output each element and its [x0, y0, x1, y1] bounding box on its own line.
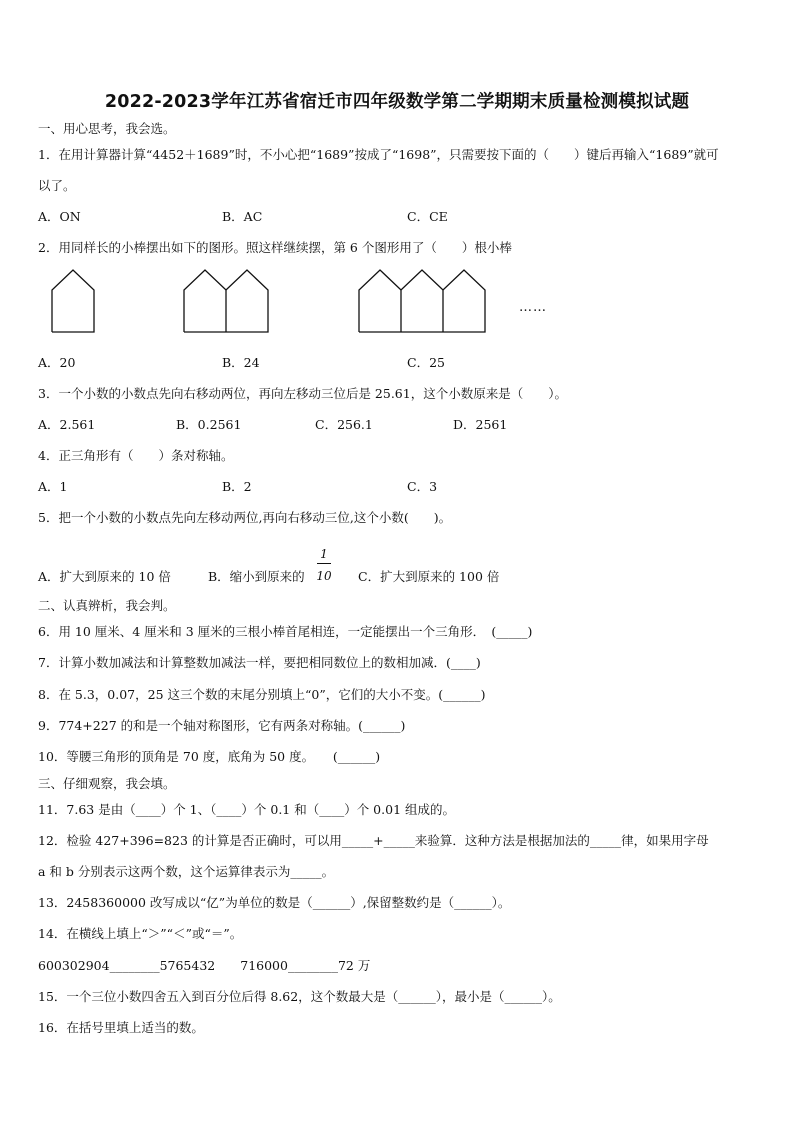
question-1-text-cont: 以了。 — [38, 178, 76, 193]
q4-option-c: C．3 — [407, 479, 438, 494]
question-2-text: 2．用同样长的小棒摆出如下的图形。照这样继续摆，第 6 个图形用了（ ）根小棒 — [38, 240, 512, 255]
q3-option-d: D．2561 — [453, 417, 508, 432]
question-13-text: 13．2458360000 改写成以“亿”为单位的数是（______）,保留整数约是（______）。 — [38, 895, 511, 910]
figure-ellipsis: …… — [519, 300, 547, 315]
figure-2-houses — [184, 270, 268, 332]
q3-option-a: A．2.561 — [38, 417, 96, 432]
q2-option-a: A．20 — [38, 355, 76, 370]
q3-option-c: C．256.1 — [315, 417, 373, 432]
q1-option-b: B．AC — [222, 209, 263, 224]
question-5-text: 5．把一个小数的小数点先向左移动两位,再向右移动三位,这个小数( )。 — [38, 510, 452, 525]
section-heading-2: 二、认真辨析，我会判。 — [38, 598, 176, 613]
question-12-text: 12．检验 427+396=823 的计算是否正确时，可以用_____+_____来验算．这种方法是根据加法的_____律，如果用字母 — [38, 833, 709, 848]
q5-option-a: A．扩大到原来的 10 倍 — [38, 569, 171, 584]
question-14-text: 14．在横线上填上“＞”“＜”或“＝”。 — [38, 926, 243, 941]
question-8-text: 8．在 5.3，0.07，25 这三个数的末尾分别填上“0”，它们的大小不变。(______) — [38, 687, 486, 702]
question-4-text: 4．正三角形有（ ）条对称轴。 — [38, 448, 234, 463]
page-title: 2022-2023学年江苏省宿迁市四年级数学第二学期期末质量检测模拟试题 — [104, 92, 690, 112]
fraction-numerator: 1 — [320, 547, 328, 561]
figure-3-houses — [359, 270, 485, 332]
question-11-text: 11．7.63 是由（____）个 1、（____）个 0.1 和（____）个 0.01 组成的。 — [38, 802, 455, 817]
question-14-compare: 600302904________5765432 716000________72 万 — [38, 958, 371, 973]
q3-option-b: B．0.2561 — [176, 417, 242, 432]
q4-option-b: B．2 — [222, 479, 252, 494]
q5-option-b: B．缩小到原来的 — [208, 569, 305, 584]
fraction-bar — [317, 563, 331, 564]
question-6-text: 6．用 10 厘米、4 厘米和 3 厘米的三根小棒首尾相连，一定能摆出一个三角形． (_____) — [38, 624, 533, 639]
section-heading-1: 一、用心思考，我会选。 — [38, 121, 176, 136]
q1-option-c: C．CE — [407, 209, 448, 224]
question-15-text: 15．一个三位小数四舍五入到百分位后得 8.62，这个数最大是（______），最小是（______）。 — [38, 989, 561, 1004]
figure-1-house — [52, 270, 94, 332]
question-10-text: 10．等腰三角形的顶角是 70 度，底角为 50 度。 (______) — [38, 749, 381, 764]
question-16-text: 16．在括号里填上适当的数。 — [38, 1020, 204, 1035]
section-heading-3: 三、仔细观察，我会填。 — [38, 776, 176, 791]
q4-option-a: A．1 — [38, 479, 68, 494]
question-9-text: 9．774+227 的和是一个轴对称图形，它有两条对称轴。(______) — [38, 718, 406, 733]
question-7-text: 7．计算小数加减法和计算整数加减法一样，要把相同数位上的数相加减．(____) — [38, 655, 481, 670]
question-3-text: 3．一个小数的小数点先向右移动两位，再向左移动三位后是 25.61，这个小数原来是（ ）。 — [38, 386, 567, 401]
stick-house-figures — [0, 268, 794, 338]
q2-option-c: C．25 — [407, 355, 445, 370]
question-12-text-cont: a 和 b 分别表示这两个数，这个运算律表示为_____。 — [38, 864, 335, 879]
q2-option-b: B．24 — [222, 355, 260, 370]
question-1-text: 1．在用计算器计算“4452＋1689”时，不小心把“1689”按成了“1698”，只需要按下面的（ ）键后再输入“1689”就可 — [38, 147, 719, 162]
q5-option-c: C．扩大到原来的 100 倍 — [358, 569, 500, 584]
q1-option-a: A．ON — [38, 209, 81, 224]
fraction-denominator: 10 — [316, 569, 332, 583]
